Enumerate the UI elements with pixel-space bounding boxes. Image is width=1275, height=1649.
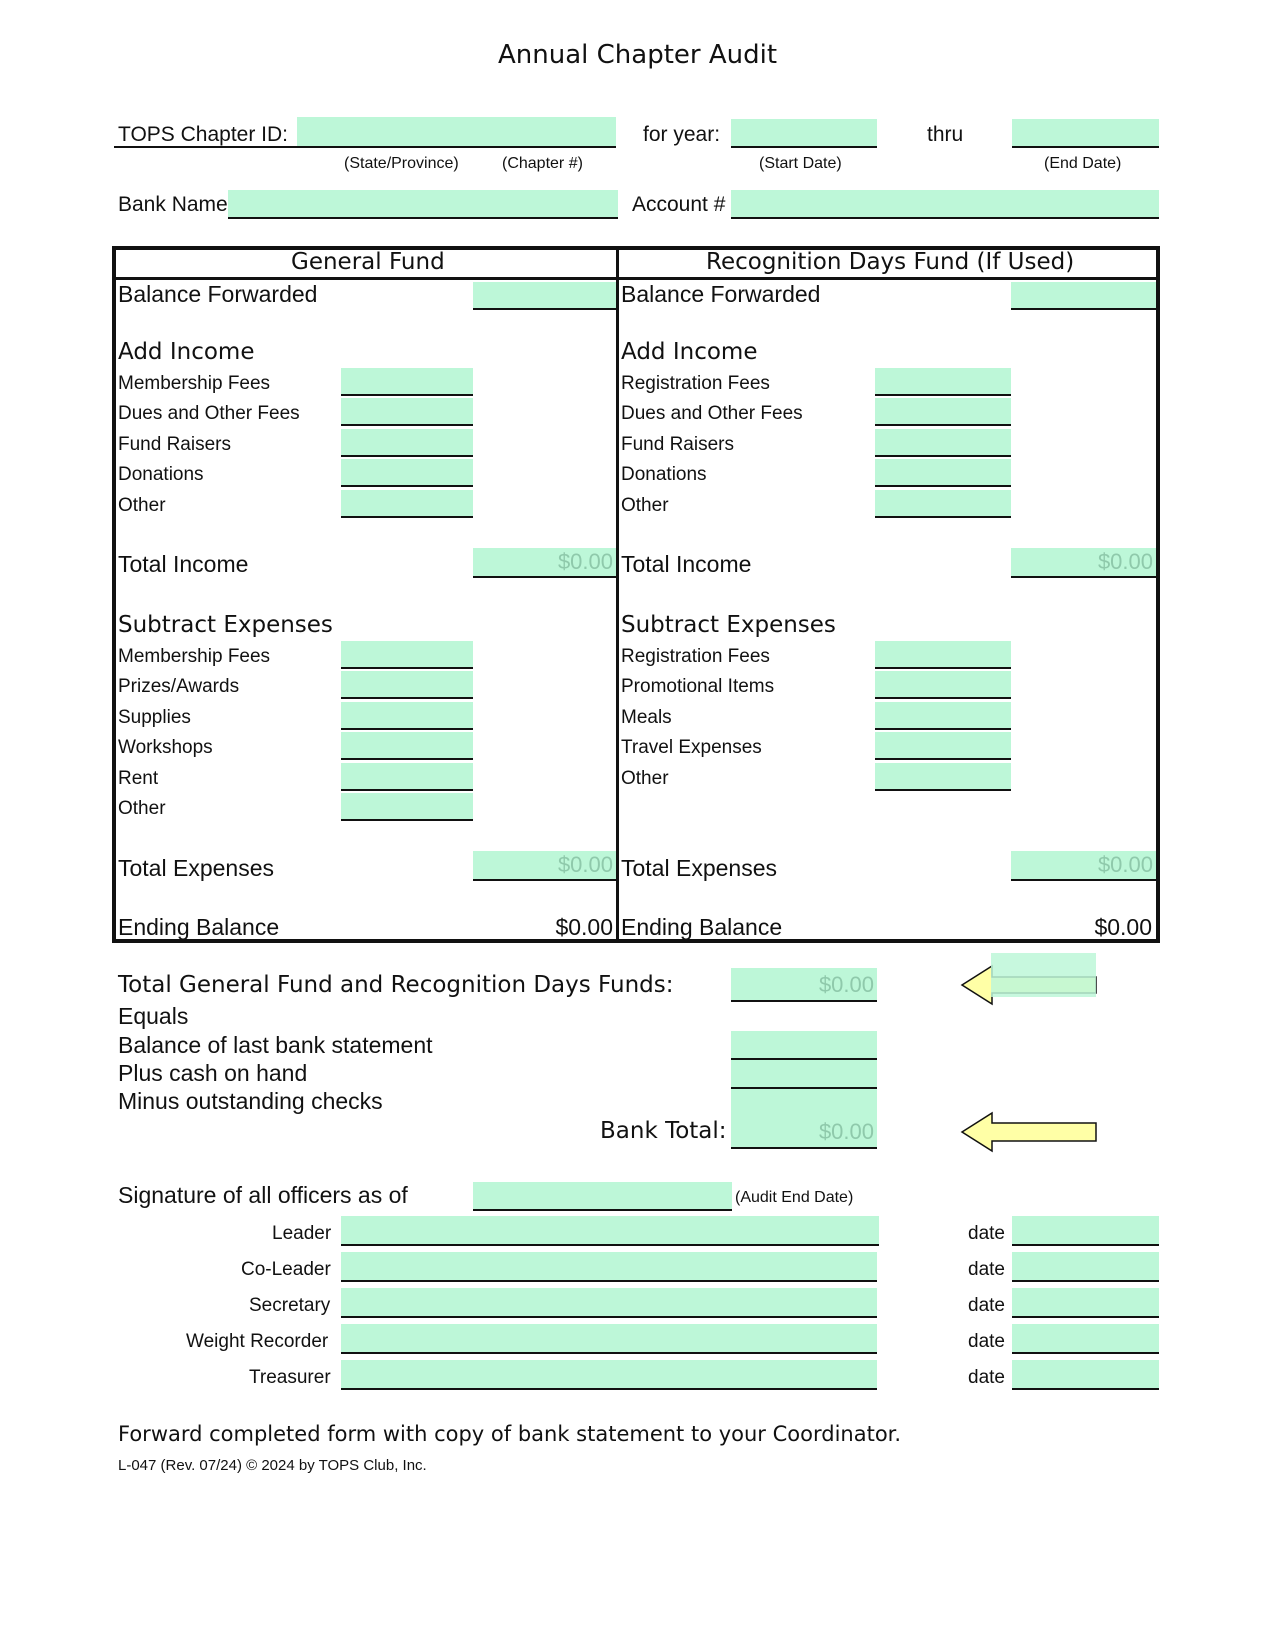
gf-supplies-expense-field[interactable] xyxy=(341,702,473,730)
gf-membership-fees-expense-field[interactable] xyxy=(341,641,473,669)
bank-statement-label: Balance of last bank statement xyxy=(118,1032,433,1058)
gf-fund-raisers-income-field[interactable] xyxy=(341,429,473,457)
rd-balance-forwarded-label: Balance Forwarded xyxy=(621,281,821,307)
gf-income-label: Donations xyxy=(118,464,204,485)
chapter-number-caption: (Chapter #) xyxy=(502,155,583,172)
left-arrow-icon xyxy=(960,1110,1100,1159)
rd-income-label: Registration Fees xyxy=(621,373,770,394)
rd-add-income-label: Add Income xyxy=(621,339,758,365)
cash-on-hand-field[interactable] xyxy=(731,1060,877,1089)
rd-expense-label: Other xyxy=(621,768,669,789)
rd-other-income-field[interactable] xyxy=(875,490,1011,518)
gf-other-income-field[interactable] xyxy=(341,490,473,518)
gf-ending-balance-value: $0.00 xyxy=(555,914,613,940)
leader-date-field[interactable] xyxy=(1012,1216,1159,1246)
gf-membership-fees-income-field[interactable] xyxy=(341,368,473,396)
weight-recorder-date-field[interactable] xyxy=(1012,1324,1159,1354)
weight-recorder-signature-field[interactable] xyxy=(341,1324,877,1354)
rd-ending-balance-value: $0.00 xyxy=(1094,914,1152,940)
rd-income-label: Other xyxy=(621,495,669,516)
bank-statement-field[interactable] xyxy=(731,1031,877,1060)
officer-label-weight-recorder: Weight Recorder xyxy=(186,1331,329,1352)
general-fund-title: General Fund xyxy=(291,249,445,275)
gf-donations-income-field[interactable] xyxy=(341,459,473,487)
end-date-caption: (End Date) xyxy=(1044,155,1122,172)
chapter-id-label: TOPS Chapter ID: xyxy=(118,123,289,146)
date-label: date xyxy=(968,1367,1005,1388)
rd-dues-income-field[interactable] xyxy=(875,398,1011,426)
gf-total-income-label: Total Income xyxy=(118,551,249,577)
gf-expense-label: Supplies xyxy=(118,707,191,728)
thru-label: thru xyxy=(927,123,964,146)
rd-meals-expense-field[interactable] xyxy=(875,702,1011,730)
cash-on-hand-label: Plus cash on hand xyxy=(118,1060,308,1086)
gf-expense-label: Workshops xyxy=(118,737,213,758)
recognition-fund-title: Recognition Days Fund (If Used) xyxy=(706,249,1075,275)
gf-income-label: Other xyxy=(118,495,166,516)
rd-promotional-items-expense-field[interactable] xyxy=(875,671,1011,699)
gf-expense-label: Rent xyxy=(118,768,159,789)
account-number-field[interactable] xyxy=(731,190,1159,219)
gf-expense-label: Prizes/Awards xyxy=(118,676,240,697)
rd-fund-raisers-income-field[interactable] xyxy=(875,429,1011,457)
gf-workshops-expense-field[interactable] xyxy=(341,732,473,760)
rd-expense-label: Promotional Items xyxy=(621,676,775,697)
rd-expense-label: Travel Expenses xyxy=(621,737,762,758)
gf-balance-forwarded-label: Balance Forwarded xyxy=(118,281,318,307)
outstanding-checks-label: Minus outstanding checks xyxy=(118,1088,383,1114)
officer-label-co-leader: Co-Leader xyxy=(241,1259,331,1280)
combined-total-label: Total General Fund and Recognition Days Funds: xyxy=(118,972,674,998)
rd-total-income-label: Total Income xyxy=(621,551,752,577)
page-title: Annual Chapter Audit xyxy=(498,40,778,70)
gf-income-label: Fund Raisers xyxy=(118,434,231,455)
combined-total-value: $0.00 xyxy=(731,968,877,1002)
rd-income-label: Fund Raisers xyxy=(621,434,734,455)
rd-other-expense-field[interactable] xyxy=(875,763,1011,791)
co-leader-date-field[interactable] xyxy=(1012,1252,1159,1282)
secretary-signature-field[interactable] xyxy=(341,1288,877,1318)
gf-add-income-label: Add Income xyxy=(118,339,255,365)
leader-signature-field[interactable] xyxy=(341,1216,879,1246)
state-caption: (State/Province) xyxy=(344,155,459,172)
rd-ending-balance-label: Ending Balance xyxy=(621,914,783,940)
audit-end-caption: (Audit End Date) xyxy=(735,1189,854,1206)
gf-expense-label: Membership Fees xyxy=(118,646,271,667)
gf-subtract-expenses-label: Subtract Expenses xyxy=(118,612,333,638)
gf-balance-forwarded-field[interactable] xyxy=(473,282,616,310)
rd-balance-forwarded-field[interactable] xyxy=(1011,282,1156,310)
gf-income-label: Membership Fees xyxy=(118,373,271,394)
footer-instruction: Forward completed form with copy of bank statement to your Coordinator. xyxy=(118,1422,902,1446)
signature-label: Signature of all officers as of xyxy=(118,1182,408,1208)
officer-label-secretary: Secretary xyxy=(249,1295,331,1316)
arrow-highlight-box xyxy=(991,953,1096,997)
rd-registration-fees-income-field[interactable] xyxy=(875,368,1011,396)
fund-table-header-divider xyxy=(112,277,1160,280)
rd-total-income-value: $0.00 xyxy=(1011,548,1156,578)
rd-income-label: Donations xyxy=(621,464,707,485)
rd-travel-expense-field[interactable] xyxy=(875,732,1011,760)
equals-label: Equals xyxy=(118,1003,189,1029)
gf-total-expenses-label: Total Expenses xyxy=(118,855,274,881)
outstanding-checks-field[interactable] xyxy=(731,1089,877,1118)
gf-other-expense-field[interactable] xyxy=(341,793,473,821)
bank-total-value: $0.00 xyxy=(731,1117,877,1149)
gf-income-label: Dues and Other Fees xyxy=(118,403,300,424)
gf-ending-balance-label: Ending Balance xyxy=(118,914,280,940)
rd-total-expenses-label: Total Expenses xyxy=(621,855,777,881)
chapter-id-underline xyxy=(114,146,298,148)
date-label: date xyxy=(968,1223,1005,1244)
rd-income-label: Dues and Other Fees xyxy=(621,403,803,424)
start-date-caption: (Start Date) xyxy=(759,155,842,172)
rd-subtract-expenses-label: Subtract Expenses xyxy=(621,612,836,638)
bank-name-field[interactable] xyxy=(228,190,618,219)
rd-expense-label: Registration Fees xyxy=(621,646,770,667)
end-date-field[interactable] xyxy=(1012,119,1159,148)
treasurer-date-field[interactable] xyxy=(1012,1360,1159,1390)
secretary-date-field[interactable] xyxy=(1012,1288,1159,1318)
gf-total-expenses-value: $0.00 xyxy=(473,851,616,881)
bank-total-label: Bank Total: xyxy=(600,1118,727,1144)
date-label: date xyxy=(968,1331,1005,1352)
treasurer-signature-field[interactable] xyxy=(341,1360,877,1390)
gf-dues-income-field[interactable] xyxy=(341,398,473,426)
form-id: L-047 (Rev. 07/24) © 2024 by TOPS Club, Inc. xyxy=(118,1457,427,1474)
fund-table-center-divider xyxy=(616,246,619,943)
gf-prizes-awards-expense-field[interactable] xyxy=(341,671,473,699)
date-label: date xyxy=(968,1295,1005,1316)
start-date-field[interactable] xyxy=(731,119,877,148)
rd-total-expenses-value: $0.00 xyxy=(1011,851,1156,881)
bank-name-label: Bank Name xyxy=(118,193,228,216)
for-year-label: for year: xyxy=(643,123,721,146)
chapter-id-field[interactable] xyxy=(297,117,616,148)
audit-end-date-field[interactable] xyxy=(473,1182,732,1211)
gf-expense-label: Other xyxy=(118,798,166,819)
gf-total-income-value: $0.00 xyxy=(473,548,616,578)
officer-label-leader: Leader xyxy=(272,1223,332,1244)
rd-donations-income-field[interactable] xyxy=(875,459,1011,487)
gf-rent-expense-field[interactable] xyxy=(341,763,473,791)
date-label: date xyxy=(968,1259,1005,1280)
co-leader-signature-field[interactable] xyxy=(341,1252,877,1282)
officer-label-treasurer: Treasurer xyxy=(249,1367,331,1388)
rd-registration-fees-expense-field[interactable] xyxy=(875,641,1011,669)
account-label: Account # xyxy=(632,193,726,216)
rd-expense-label: Meals xyxy=(621,707,672,728)
